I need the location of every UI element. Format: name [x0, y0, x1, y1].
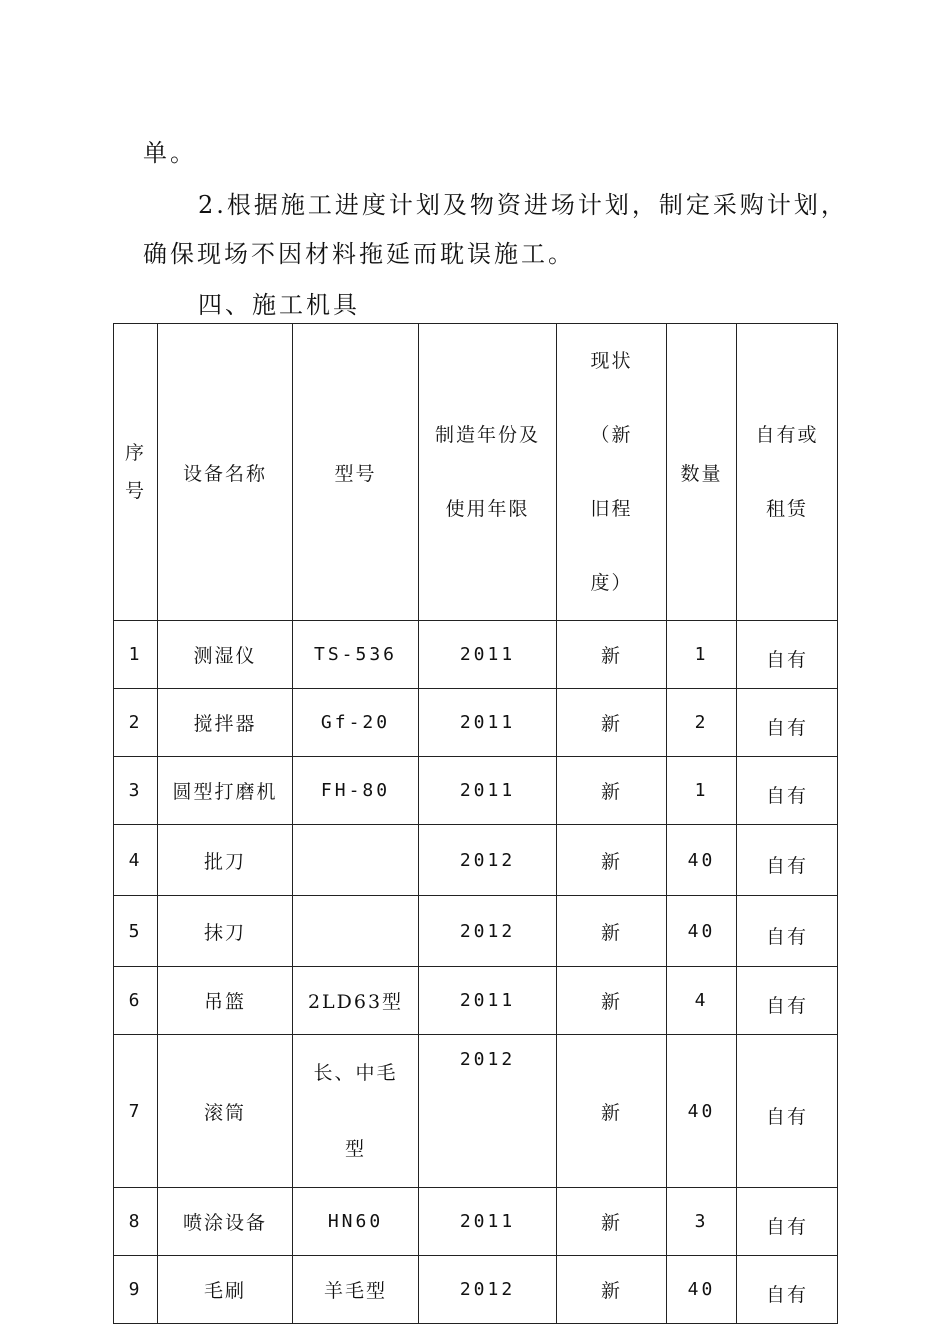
cell-year: 2011: [419, 757, 557, 825]
cell-own: 自有: [737, 689, 838, 757]
cell-own: 自有: [737, 621, 838, 689]
cell-model: [293, 896, 419, 967]
cell-qty: 40: [667, 896, 737, 967]
header-model: 型号: [293, 324, 419, 621]
table-row: [114, 1188, 838, 1256]
cell-year: 2011: [419, 689, 557, 757]
cell-year: 2012: [419, 825, 557, 896]
cell-name: 毛刷: [158, 1256, 293, 1324]
paragraph-line-1: 单。: [143, 139, 197, 167]
table-row: [114, 689, 838, 757]
header-name: 设备名称: [158, 324, 293, 621]
header-own: 自有或 租赁: [737, 324, 838, 621]
cell-model: [293, 825, 419, 896]
table-header-row: [114, 324, 838, 621]
cell-own: 自有: [737, 896, 838, 967]
cell-model: 羊毛型: [293, 1256, 419, 1324]
cell-model: 2LD63型: [293, 967, 419, 1035]
cell-seq: 8: [114, 1188, 158, 1256]
table-row: [114, 1256, 838, 1324]
cell-qty: 1: [667, 757, 737, 825]
cell-model: TS-536: [293, 621, 419, 689]
table-row: [114, 621, 838, 689]
table-row: [114, 1035, 838, 1188]
cell-seq: 1: [114, 621, 158, 689]
cell-own: 自有: [737, 967, 838, 1035]
cell-seq: 7: [114, 1035, 158, 1188]
cell-qty: 40: [667, 825, 737, 896]
cell-seq: 6: [114, 967, 158, 1035]
cell-year: 2011: [419, 621, 557, 689]
table-row: [114, 967, 838, 1035]
cell-seq: 2: [114, 689, 158, 757]
cell-qty: 4: [667, 967, 737, 1035]
header-qty: 数量: [667, 324, 737, 621]
cell-year: 2012: [419, 1035, 557, 1188]
cell-status: 新: [557, 689, 667, 757]
cell-status: 新: [557, 896, 667, 967]
paragraph-line-3: 确保现场不因材料拖延而耽误施工。: [143, 240, 575, 268]
cell-status: 新: [557, 621, 667, 689]
cell-status: 新: [557, 967, 667, 1035]
cell-model: Gf-20: [293, 689, 419, 757]
cell-qty: 40: [667, 1256, 737, 1324]
cell-year: 2012: [419, 896, 557, 967]
table-row: [114, 757, 838, 825]
cell-year: 2011: [419, 967, 557, 1035]
cell-own: 自有: [737, 825, 838, 896]
cell-seq: 9: [114, 1256, 158, 1324]
cell-status: 新: [557, 1188, 667, 1256]
cell-year: 2011: [419, 1188, 557, 1256]
cell-qty: 2: [667, 689, 737, 757]
header-seq: 序 号: [114, 324, 158, 621]
cell-name: 批刀: [158, 825, 293, 896]
paragraph-line-2: 2.根据施工进度计划及物资进场计划，制定采购计划，: [198, 191, 848, 219]
cell-qty: 3: [667, 1188, 737, 1256]
cell-qty: 40: [667, 1035, 737, 1188]
cell-qty: 1: [667, 621, 737, 689]
cell-model: 长、中毛 型: [293, 1035, 419, 1188]
cell-name: 滚筒: [158, 1035, 293, 1188]
cell-seq: 4: [114, 825, 158, 896]
cell-status: 新: [557, 825, 667, 896]
cell-own: 自有: [737, 1256, 838, 1324]
cell-own: 自有: [737, 1035, 838, 1188]
cell-year: 2012: [419, 1256, 557, 1324]
section-heading: 四、施工机具: [198, 291, 360, 319]
cell-model: FH-80: [293, 757, 419, 825]
cell-name: 圆型打磨机: [158, 757, 293, 825]
cell-name: 喷涂设备: [158, 1188, 293, 1256]
cell-status: 新: [557, 1256, 667, 1324]
cell-seq: 3: [114, 757, 158, 825]
cell-model: HN60: [293, 1188, 419, 1256]
cell-name: 抹刀: [158, 896, 293, 967]
equipment-table: [113, 323, 838, 1324]
cell-name: 吊篮: [158, 967, 293, 1035]
cell-name: 搅拌器: [158, 689, 293, 757]
cell-seq: 5: [114, 896, 158, 967]
header-year: 制造年份及 使用年限: [419, 324, 557, 621]
cell-name: 测湿仪: [158, 621, 293, 689]
table-row: [114, 825, 838, 896]
cell-status: 新: [557, 757, 667, 825]
cell-status: 新: [557, 1035, 667, 1188]
cell-own: 自有: [737, 1188, 838, 1256]
cell-own: 自有: [737, 757, 838, 825]
header-status: 现状 （新 旧程 度）: [557, 324, 667, 621]
table-row: [114, 896, 838, 967]
